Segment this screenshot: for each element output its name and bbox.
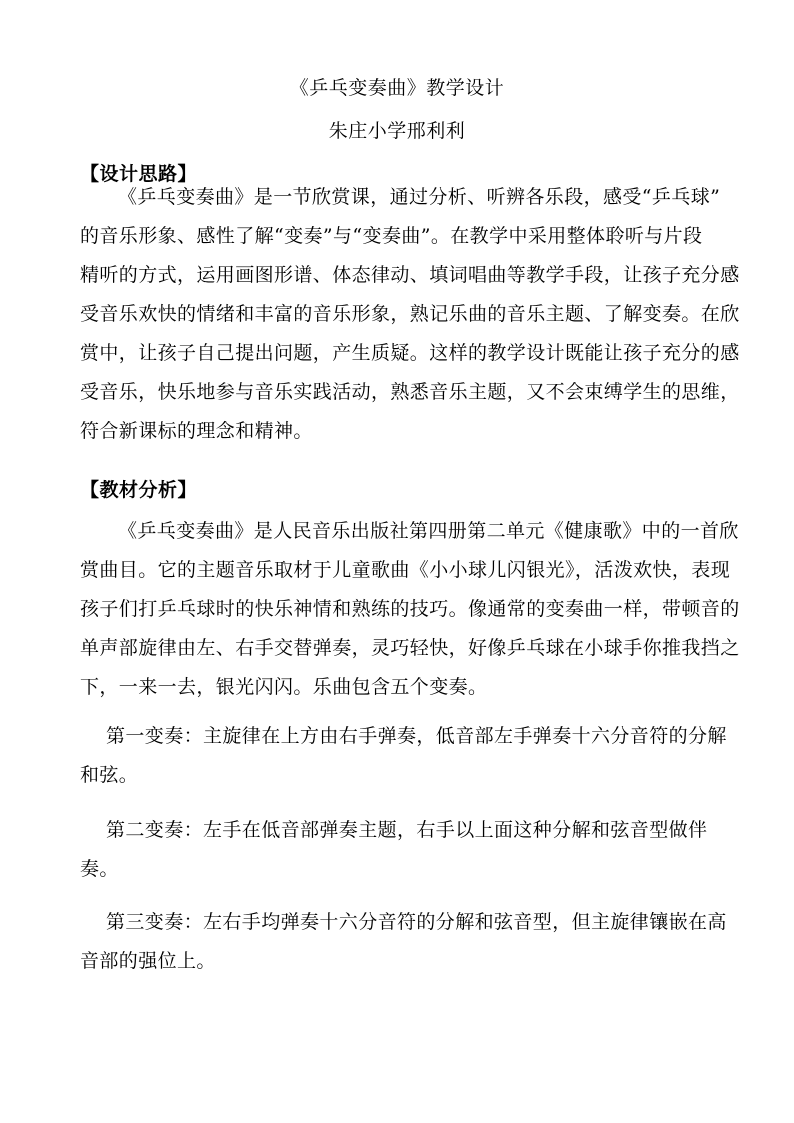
paragraph-line: 的音乐形象、感性了解“变奏”与“变奏曲”。在教学中采用整体聆听与片段 xyxy=(80,225,703,247)
paragraph-line: 单声部旋律由左、右手交替弹奏，灵巧轻快，好像乒乓球在小球手你推我挡之 xyxy=(80,637,740,659)
document-title: 《乒乓变奏曲》教学设计 xyxy=(289,77,505,99)
paragraph-design-idea xyxy=(80,177,740,450)
paragraph-line: 奏。 xyxy=(80,858,119,880)
paragraph-line: 符合新课标的理念和精神。 xyxy=(80,420,313,442)
paragraph-line: 《乒乓变奏曲》是一节欣赏课，通过分析、听辨各乐段，感受“乒乓球” xyxy=(118,186,721,208)
paragraph-line: 孩子们打乒乓球时的快乐神情和熟练的技巧。像通常的变奏曲一样，带顿音的 xyxy=(80,598,740,620)
paragraph-line: 第一变奏：主旋律在上方由右手弹奏，低音部左手弹奏十六分音符的分解 xyxy=(106,725,727,747)
paragraph-variation-2 xyxy=(80,810,720,888)
paragraph-line: 下，一来一去，银光闪闪。乐曲包含五个变奏。 xyxy=(80,676,488,698)
paragraph-line: 赏曲目。它的主题音乐取材于儿童歌曲《小小球儿闪银光》，活泼欢快，表现 xyxy=(80,559,731,581)
paragraph-line: 受音乐，快乐地参与音乐实践活动，熟悉音乐主题，又不会束缚学生的思维， xyxy=(80,381,740,403)
paragraph-line: 赏中，让孩子自己提出问题，产生质疑。这样的教学设计既能让孩子充分的感 xyxy=(80,342,740,364)
paragraph-line: 音部的强位上。 xyxy=(80,950,216,972)
paragraph-line: 精听的方式，运用画图形谱、体态律动、填词唱曲等教学手段，让孩子充分感 xyxy=(80,264,740,286)
paragraph-variation-3 xyxy=(80,902,727,980)
section-heading-material-analysis: 【教材分析】 xyxy=(80,479,198,501)
paragraph-line: 第三变奏：左右手均弹奏十六分音符的分解和弦音型，但主旋律镶嵌在高 xyxy=(106,911,727,933)
paragraph-line: 《乒乓变奏曲》是人民音乐出版社第四册第二单元《健康歌》中的一首欣 xyxy=(118,520,739,542)
paragraph-variation-1 xyxy=(80,716,727,794)
paragraph-material-analysis xyxy=(80,511,740,706)
paragraph-line: 受音乐欢快的情绪和丰富的音乐形象，熟记乐曲的音乐主题、了解变奏。在欣 xyxy=(80,303,740,325)
section-heading-design-idea: 【设计思路】 xyxy=(80,163,198,185)
document-author: 朱庄小学邢利利 xyxy=(328,120,466,142)
paragraph-line: 和弦。 xyxy=(80,764,139,786)
paragraph-line: 第二变奏：左手在低音部弹奏主题，右手以上面这种分解和弦音型做伴 xyxy=(106,819,708,841)
